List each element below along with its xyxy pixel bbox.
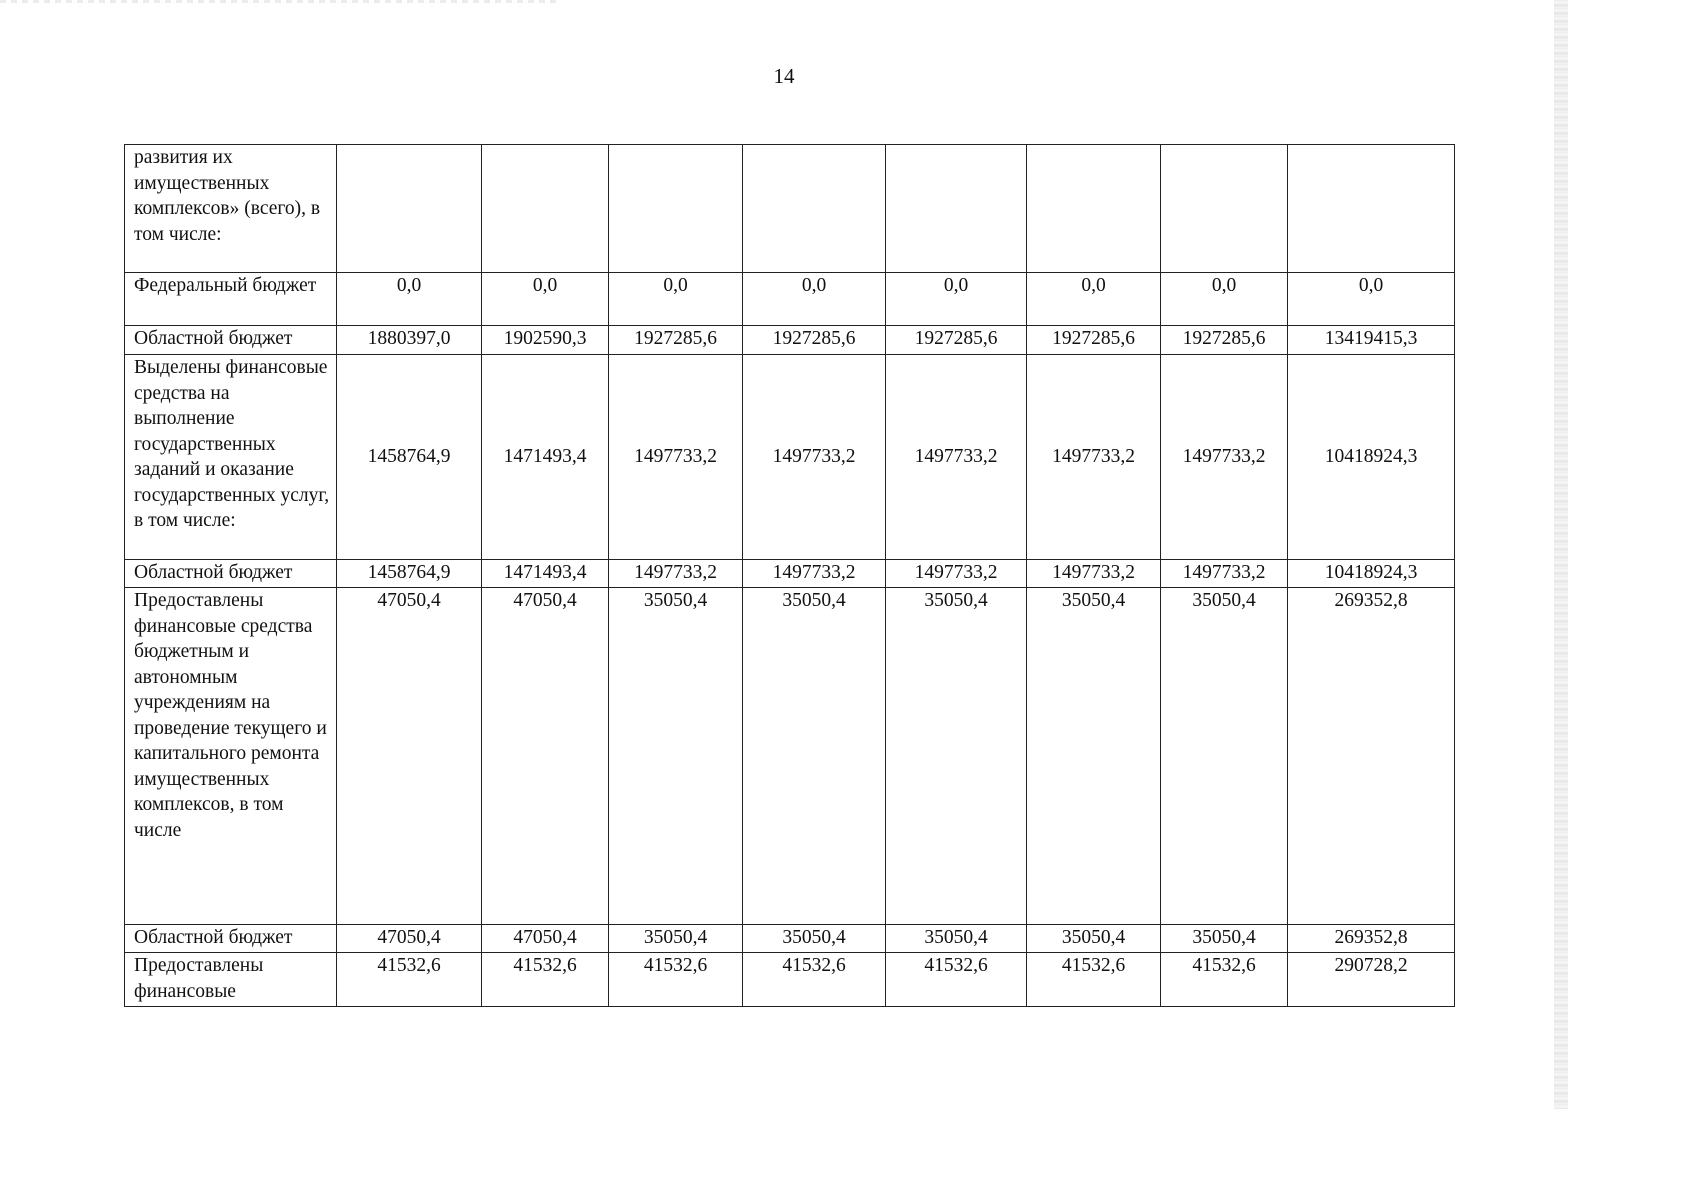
- row-label: Федеральный бюджет: [125, 273, 337, 326]
- table-cell: 1497733,2: [1161, 560, 1288, 588]
- table-cell: 1497733,2: [1027, 560, 1161, 588]
- table-cell: 41532,6: [609, 953, 743, 1007]
- table-cell: 1927285,6: [886, 326, 1027, 355]
- table-cell: 1497733,2: [743, 355, 886, 560]
- table-cell: 269352,8: [1288, 588, 1455, 925]
- table-cell: 1497733,2: [1027, 355, 1161, 560]
- row-label: Предоставлены финансовые: [125, 953, 337, 1007]
- table-cell: 0,0: [1288, 273, 1455, 326]
- table-cell: 0,0: [337, 273, 482, 326]
- table-cell: 35050,4: [1027, 925, 1161, 953]
- row-label: Предоставлены финансовые средства бюджетным и автономным учреждениям на проведение текущего и капитального ремонта имущественных комплексов, в том числе: [125, 588, 337, 925]
- row-label: развития их имущественных комплексов» (всего), в том числе:: [125, 145, 337, 273]
- table-cell: 35050,4: [886, 925, 1027, 953]
- table-cell: 0,0: [1027, 273, 1161, 326]
- table-cell: 35050,4: [1161, 588, 1288, 925]
- table-cell: 35050,4: [886, 588, 1027, 925]
- table-cell: 1927285,6: [743, 326, 886, 355]
- table-cell: 1471493,4: [482, 560, 609, 588]
- table-cell: 1497733,2: [743, 560, 886, 588]
- table-cell: [743, 145, 886, 273]
- table-cell: [609, 145, 743, 273]
- table-cell: 47050,4: [482, 588, 609, 925]
- table-cell: [1161, 145, 1288, 273]
- table-cell: 41532,6: [886, 953, 1027, 1007]
- table-cell: 1927285,6: [609, 326, 743, 355]
- table-cell: [1027, 145, 1161, 273]
- row-label: Выделены финансовые средства на выполнение государственных заданий и оказание государственных услуг, в том числе:: [125, 355, 337, 560]
- table-cell: [886, 145, 1027, 273]
- table-cell: 1458764,9: [337, 355, 482, 560]
- page-number: 14: [773, 64, 795, 88]
- table-cell: 1880397,0: [337, 326, 482, 355]
- table-row: [125, 560, 1455, 588]
- table-cell: 35050,4: [743, 925, 886, 953]
- table-cell: 41532,6: [337, 953, 482, 1007]
- table-row: [125, 953, 1455, 1007]
- table-row: [125, 326, 1455, 355]
- table-cell: [482, 145, 609, 273]
- table-cell: 35050,4: [609, 925, 743, 953]
- table-cell: 35050,4: [1161, 925, 1288, 953]
- table-row: [125, 588, 1455, 925]
- table-cell: 1497733,2: [886, 355, 1027, 560]
- table-cell: 47050,4: [482, 925, 609, 953]
- table-cell: 1471493,4: [482, 355, 609, 560]
- table-cell: 1497733,2: [609, 355, 743, 560]
- table-cell: 0,0: [1161, 273, 1288, 326]
- table-cell: 41532,6: [482, 953, 609, 1007]
- table-cell: 13419415,3: [1288, 326, 1455, 355]
- table-cell: 1497733,2: [609, 560, 743, 588]
- table-row: [125, 145, 1455, 273]
- table-cell: 1927285,6: [1027, 326, 1161, 355]
- table-cell: 0,0: [482, 273, 609, 326]
- table-row: [125, 925, 1455, 953]
- table-cell: 290728,2: [1288, 953, 1455, 1007]
- table-cell: 47050,4: [337, 925, 482, 953]
- table-cell: 10418924,3: [1288, 560, 1455, 588]
- budget-table: [124, 144, 1455, 1007]
- scan-artifact-edge: [1554, 0, 1568, 1109]
- row-label: Областной бюджет: [125, 326, 337, 355]
- table-cell: 35050,4: [609, 588, 743, 925]
- table-row: [125, 273, 1455, 326]
- table-cell: 269352,8: [1288, 925, 1455, 953]
- table-cell: 41532,6: [1161, 953, 1288, 1007]
- row-label: Областной бюджет: [125, 560, 337, 588]
- table-cell: 10418924,3: [1288, 355, 1455, 560]
- table-row: [125, 355, 1455, 560]
- table-cell: 1497733,2: [886, 560, 1027, 588]
- table-cell: 1902590,3: [482, 326, 609, 355]
- table-cell: 41532,6: [1027, 953, 1161, 1007]
- table-cell: 41532,6: [743, 953, 886, 1007]
- table-cell: 1927285,6: [1161, 326, 1288, 355]
- table-cell: 0,0: [886, 273, 1027, 326]
- table-cell: 47050,4: [337, 588, 482, 925]
- table-cell: 0,0: [609, 273, 743, 326]
- table-cell: 35050,4: [743, 588, 886, 925]
- table-cell: [1288, 145, 1455, 273]
- table-cell: 1497733,2: [1161, 355, 1288, 560]
- row-label: Областной бюджет: [125, 925, 337, 953]
- table-cell: [337, 145, 482, 273]
- scan-artifact-top: [0, 0, 560, 3]
- table-cell: 0,0: [743, 273, 886, 326]
- table-cell: 1458764,9: [337, 560, 482, 588]
- table-cell: 35050,4: [1027, 588, 1161, 925]
